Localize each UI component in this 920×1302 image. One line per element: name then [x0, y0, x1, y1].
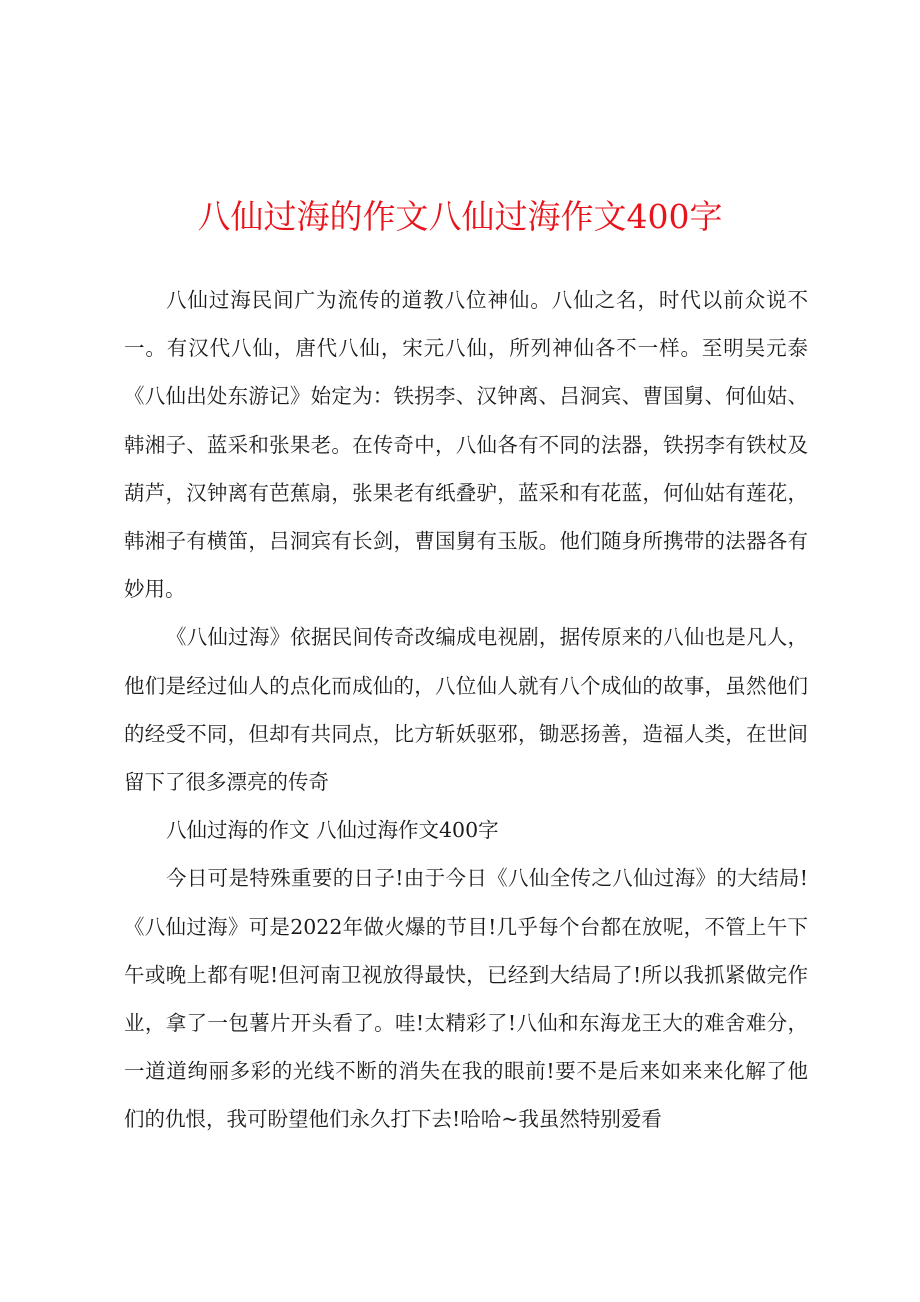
paragraph-essay: 今日可是特殊重要的日子!由于今日《八仙全传之八仙过海》的大结局!《八仙过海》可是2022年做火爆的节目!几乎每个台都在放呢，不管上午下午或晚上都有呢!但河南卫视放得最快，已经到大结局了!所以我抓紧做完作业，拿了一包薯片开头看了。哇!太精彩了!八仙和东海龙王大的难舍难分，一道道绚丽多彩的光线不断的消失在我的眼前!要不是后来如来来化解了他们的仇恨，我可盼望他们永久打下去!哈哈~我虽然特别爱看	[124, 866, 808, 1132]
paragraph-subheading: 八仙过海的作文 八仙过海作文400字	[166, 818, 499, 843]
paragraph-intro: 八仙过海民间广为流传的道教八位神仙。八仙之名，时代以前众说不一。有汉代八仙，唐代八仙，宋元八仙，所列神仙各不一样。至明吴元泰《八仙出处东游记》始定为：铁拐李、汉钟离、吕洞宾、曹国舅、何仙姑、韩湘子、蓝采和张果老。在传奇中，八仙各有不同的法器，铁拐李有铁杖及葫芦，汉钟离有芭蕉扇，张果老有纸叠驴，蓝采和有花蓝，何仙姑有莲花，韩湘子有横笛，吕洞宾有长剑，曹国舅有玉版。他们随身所携带的法器各有妙用。	[124, 288, 808, 602]
document-title: 八仙过海的作文八仙过海作文400字	[197, 197, 723, 236]
document-body	[124, 276, 808, 1144]
paragraph-tv-series: 《八仙过海》依据民间传奇改编成电视剧，据传原来的八仙也是凡人，他们是经过仙人的点化而成仙的，八位仙人就有八个成仙的故事，虽然他们的经受不同，但却有共同点，比方斩妖驱邪，锄恶扬善，造福人类，在世间留下了很多漂亮的传奇	[124, 625, 808, 795]
